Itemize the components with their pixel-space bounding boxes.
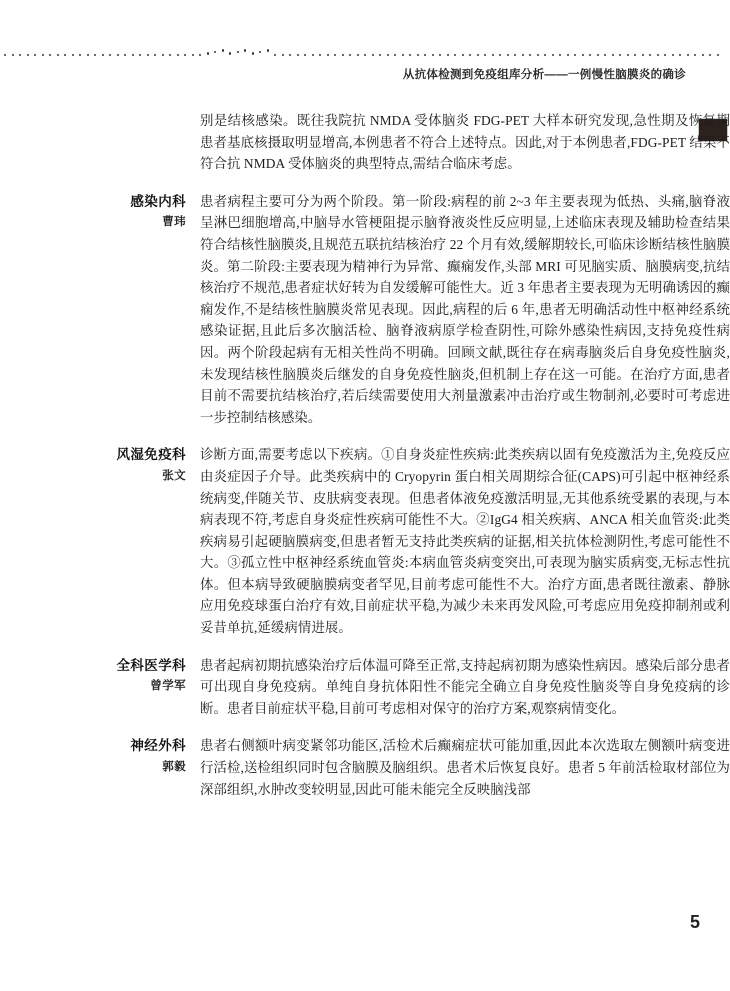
rule-dot bbox=[327, 54, 329, 56]
rule-dot bbox=[297, 54, 299, 56]
rule-dot bbox=[147, 54, 149, 56]
rule-dot bbox=[514, 54, 516, 56]
rule-dot bbox=[552, 54, 554, 56]
department-name: 神经外科 bbox=[130, 738, 186, 754]
rule-dot bbox=[627, 54, 629, 56]
rule-dot bbox=[589, 54, 591, 56]
rule-dot bbox=[567, 54, 569, 56]
rule-dot bbox=[394, 54, 396, 56]
department-name: 全科医学科 bbox=[116, 657, 186, 673]
rule-dot bbox=[139, 54, 141, 56]
rule-dot bbox=[432, 54, 434, 56]
rule-dot bbox=[4, 54, 6, 56]
rule-dot bbox=[402, 54, 404, 56]
department-name: 风湿免疫科 bbox=[116, 447, 186, 463]
rule-dot bbox=[57, 54, 59, 56]
rule-dot bbox=[177, 54, 179, 56]
rule-dot bbox=[634, 54, 636, 56]
lead-paragraph-block bbox=[0, 110, 730, 175]
speaker-name: 郭毅 bbox=[162, 761, 186, 774]
speaker-name: 曾学军 bbox=[150, 680, 186, 693]
rule-dot bbox=[477, 54, 479, 56]
rule-dot bbox=[469, 54, 471, 56]
rule-dot bbox=[267, 49, 269, 51]
rule-dot bbox=[64, 54, 66, 56]
rule-dot bbox=[117, 54, 119, 56]
commentary-block bbox=[0, 444, 730, 638]
rule-dot bbox=[604, 54, 606, 56]
rule-dot bbox=[34, 54, 36, 56]
rule-dot bbox=[42, 54, 44, 56]
rule-dot bbox=[454, 54, 456, 56]
rule-dot bbox=[417, 54, 419, 56]
rule-dot bbox=[124, 54, 126, 56]
rule-dot bbox=[702, 54, 704, 56]
rule-dot bbox=[439, 54, 441, 56]
rule-dot bbox=[222, 49, 224, 51]
rule-dot bbox=[312, 54, 314, 56]
rule-dot bbox=[522, 54, 524, 56]
rule-dot bbox=[79, 54, 81, 56]
rule-dot bbox=[169, 54, 171, 56]
rule-dot bbox=[184, 54, 186, 56]
rule-dot bbox=[154, 54, 156, 56]
rule-dot bbox=[372, 54, 374, 56]
speaker-name: 张文 bbox=[162, 469, 186, 482]
rule-dot bbox=[349, 54, 351, 56]
speaker-name: 曹玮 bbox=[162, 216, 186, 229]
page-body bbox=[0, 110, 730, 816]
rule-dot bbox=[619, 54, 621, 56]
rule-dot bbox=[274, 54, 276, 56]
rule-dot bbox=[19, 54, 21, 56]
rule-dot bbox=[192, 54, 194, 56]
rule-dot bbox=[132, 54, 134, 56]
rule-dot bbox=[229, 52, 231, 54]
rule-dot bbox=[102, 54, 104, 56]
page-number: 5 bbox=[689, 912, 700, 932]
rule-dot bbox=[612, 54, 614, 56]
rule-dot bbox=[214, 51, 216, 53]
speaker-label bbox=[0, 655, 200, 698]
rule-dot bbox=[259, 51, 261, 53]
paragraph-text: 别是结核感染。既往我院抗 NMDA 受体脑炎 FDG-PET 大样本研究发现,急性期及恢复期患者基底核摄取明显增高,本例患者不符合上述特点。因此,对于本例患者,FDG-PET 结果不符合抗 NMDA 受体脑炎的典型特点,需结合临床考虑。 bbox=[200, 113, 730, 172]
rule-dot bbox=[357, 54, 359, 56]
rule-dot bbox=[342, 54, 344, 56]
rule-dot bbox=[207, 52, 209, 54]
rule-dot bbox=[282, 54, 284, 56]
rule-dot bbox=[447, 54, 449, 56]
rule-dot bbox=[649, 54, 651, 56]
rule-dot bbox=[642, 54, 644, 56]
rule-dot bbox=[237, 51, 239, 53]
paragraph-text: 诊断方面,需要考虑以下疾病。①自身炎症性疾病:此类疾病以固有免疫激活为主,免疫反应由炎症因子介导。此类疾病中的 Cryopyrin 蛋白相关周期综合征(CAPS)可引起中枢神经系统病变,伴随关节、皮肤病变表现。但患者体液免疫激活明显,无其他系统受累的表现,与本病表现不符,考虑自身炎症性疾病可能性不大。②IgG4 相关疾病、ANCA 相关血管炎:此类疾病易引起硬脑膜病变,但患者暂无支持此类疾病的证据,相关抗体检测阴性,考虑可能性不大。③孤立性中枢神经系统血管炎:本病血管炎病变突出,可表现为脑实质病变,无标志性抗体。但本病导致硬脑膜病变者罕见,目前考虑可能性不大。治疗方面,患者既往激素、静脉应用免疫球蛋白治疗有效,目前症状平稳,为减少未来再发风险,可考虑应用免疫抑制剂或利妥昔单抗,延缓病情进展。 bbox=[200, 447, 730, 636]
rule-dot bbox=[574, 54, 576, 56]
speaker-label bbox=[0, 191, 200, 234]
rule-dot bbox=[94, 54, 96, 56]
rule-dot bbox=[679, 54, 681, 56]
commentary-block bbox=[0, 735, 730, 800]
rule-dot bbox=[717, 54, 719, 56]
speaker-label bbox=[0, 735, 200, 778]
rule-dot bbox=[484, 54, 486, 56]
rule-dot bbox=[289, 54, 291, 56]
running-head: 从抗体检测到免疫组库分析——一例慢性脑膜炎的确诊 bbox=[402, 69, 686, 81]
rule-dot bbox=[664, 54, 666, 56]
rule-dot bbox=[582, 54, 584, 56]
rule-dot bbox=[462, 54, 464, 56]
rule-dot bbox=[379, 54, 381, 56]
rule-dot bbox=[387, 54, 389, 56]
rule-dot bbox=[72, 54, 74, 56]
rule-dot bbox=[499, 54, 501, 56]
paragraph-text: 患者病程主要可分为两个阶段。第一阶段:病程的前 2~3 年主要表现为低热、头痛,脑脊液呈淋巴细胞增高,中脑导水管梗阻提示脑脊液炎性反应明显,上述临床表现及辅助检查结果符合结核性脑膜炎,且规范五联抗结核治疗 22 个月有效,缓解期较长,可临床诊断结核性脑膜炎。第二阶段:主要表现为精神行为异常、癫痫发作,头部 MRI 可见脑实质、脑膜病变,抗结核治疗不规范,患者症状好转为自发缓解可能性大。近 3 年患者主要表现为无明确诱因的癫痫发作,不是结核性脑膜炎常见表现。因此,病程的后 6 年,患者无明确活动性中枢神经系统感染证据,且此后多次脑活检、脑脊液病原学检查阴性,可除外感染性病因,支持免疫性病因。两个阶段起病有无相关性尚不明确。回顾文献,既往存在病毒脑炎后自身免疫性脑炎,未发现结核性脑膜炎后继发的自身免疫性脑炎,但机制上存在这一可能。在治疗方面,患者目前不需要抗结核治疗,若后续需要使用大剂量激素冲击治疗或生物制剂,必要时可考虑进一步控制结核感染。 bbox=[200, 193, 730, 425]
rule-dot bbox=[12, 54, 14, 56]
rule-dot bbox=[252, 52, 254, 54]
rule-dot bbox=[709, 54, 711, 56]
paragraph-text: 患者右侧额叶病变紧邻功能区,活检术后癫痫症状可能加重,因此本次选取左侧额叶病变进行活检,送检组织同时包含脑膜及脑组织。患者术后恢复良好。患者 5 年前活检取材部位为深部组织,水肿改变较明显,因此可能未能完全反映脑浅部 bbox=[200, 738, 730, 797]
rule-dot bbox=[334, 54, 336, 56]
decorative-dot-rule bbox=[0, 50, 730, 60]
rule-dot bbox=[559, 54, 561, 56]
commentary-block bbox=[0, 191, 730, 429]
rule-dot bbox=[492, 54, 494, 56]
rule-dot bbox=[87, 54, 89, 56]
department-name: 感染内科 bbox=[130, 193, 186, 209]
rule-dot bbox=[657, 54, 659, 56]
rule-dot bbox=[544, 54, 546, 56]
rule-dot bbox=[27, 54, 29, 56]
rule-dot bbox=[304, 54, 306, 56]
paragraph-text: 患者起病初期抗感染治疗后体温可降至正常,支持起病初期为感染性病因。感染后部分患者可出现自身免疫病。单纯自身抗体阳性不能完全确立自身免疫性脑炎等自身免疫病的诊断。患者目前症状平稳,目前可考虑相对保守的治疗方案,观察病情变化。 bbox=[200, 657, 730, 716]
rule-dot bbox=[162, 54, 164, 56]
rule-dot bbox=[319, 54, 321, 56]
rule-dot bbox=[597, 54, 599, 56]
rule-dot bbox=[687, 54, 689, 56]
rule-dot bbox=[529, 54, 531, 56]
rule-dot bbox=[244, 49, 246, 51]
rule-dot bbox=[109, 54, 111, 56]
rule-dot bbox=[199, 54, 201, 56]
speaker-label bbox=[0, 444, 200, 487]
commentary-block bbox=[0, 655, 730, 720]
rule-dot bbox=[672, 54, 674, 56]
rule-dot bbox=[49, 54, 51, 56]
rule-dot bbox=[694, 54, 696, 56]
rule-dot bbox=[424, 54, 426, 56]
rule-dot bbox=[409, 54, 411, 56]
rule-dot bbox=[364, 54, 366, 56]
rule-dot bbox=[537, 54, 539, 56]
rule-dot bbox=[507, 54, 509, 56]
